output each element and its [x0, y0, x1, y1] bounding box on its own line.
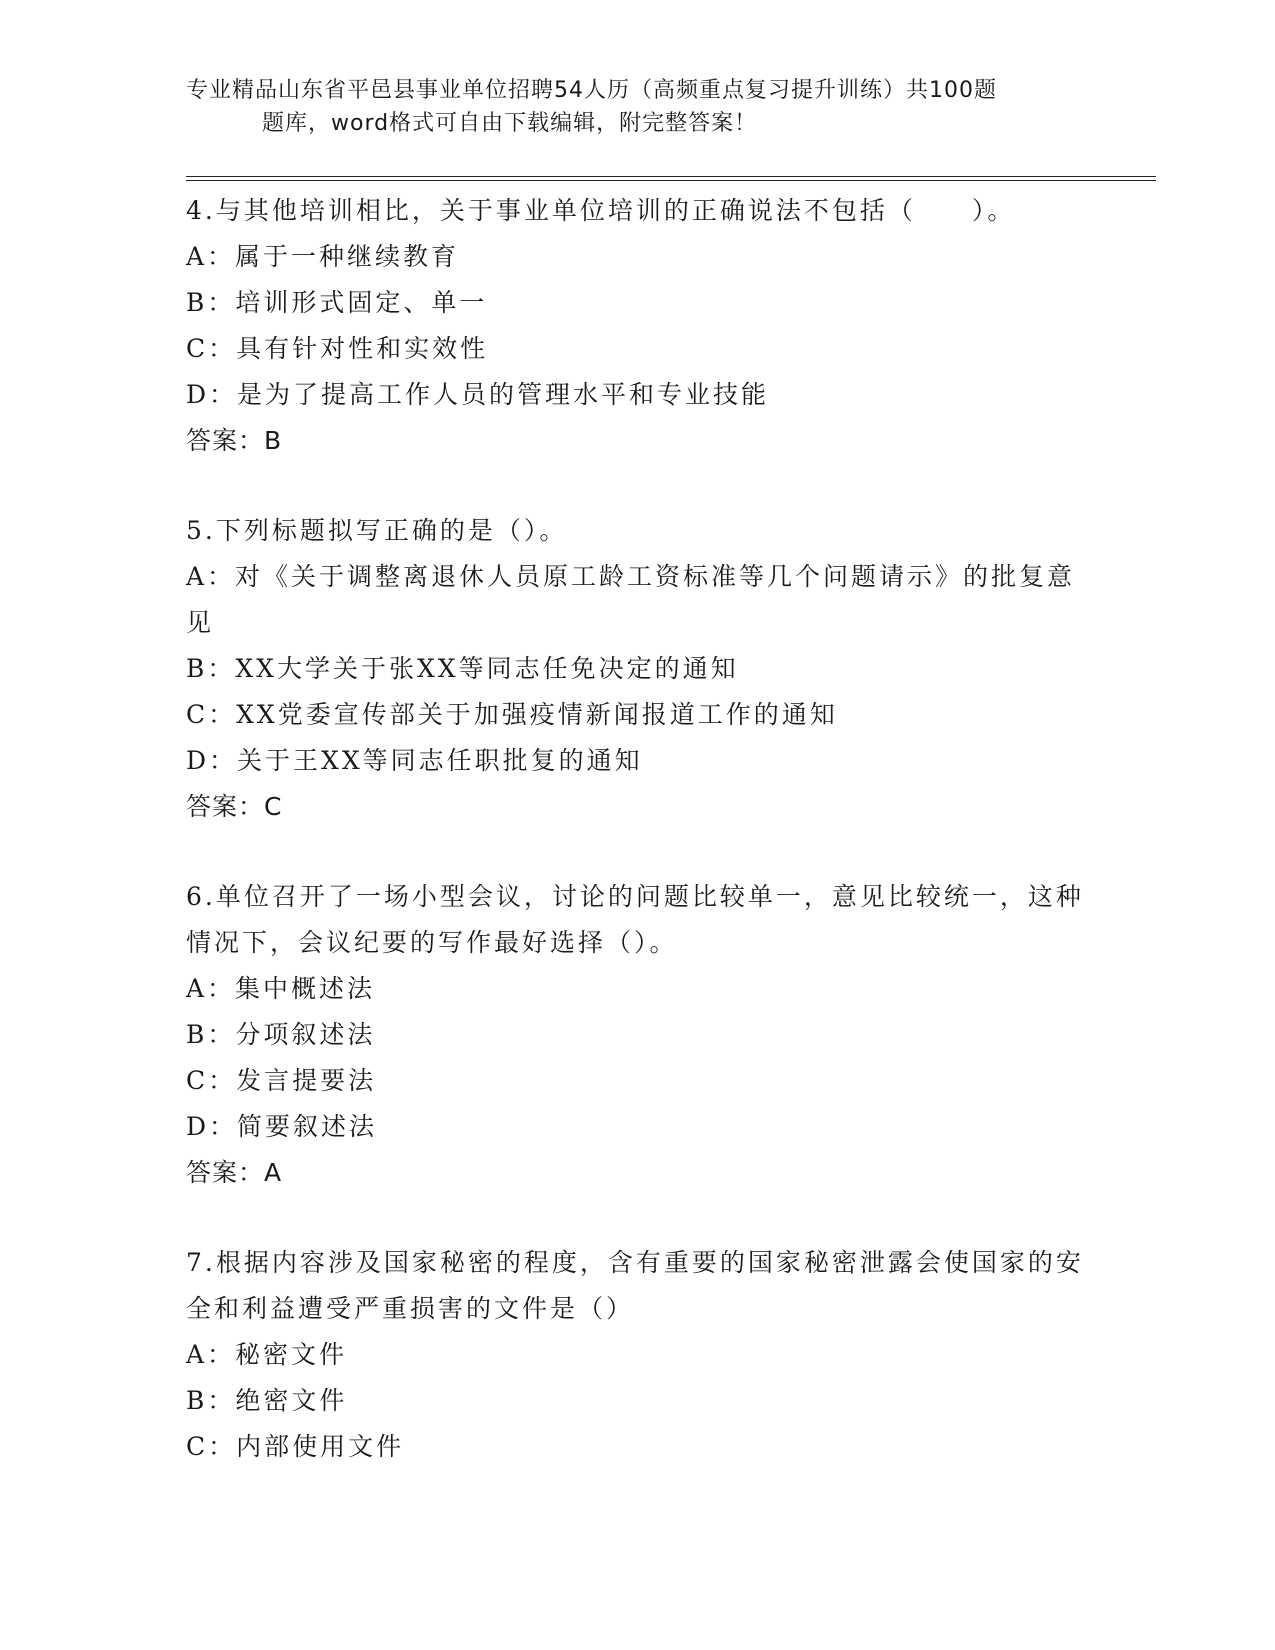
question-6: [186, 874, 1086, 1196]
option-b: B：绝密文件: [186, 1386, 348, 1415]
option-c: C：发言提要法: [186, 1066, 377, 1095]
question-stem: 6.单位召开了一场小型会议，讨论的问题比较单一，意见比较统一，这种情况下，会议纪要的写作最好选择（）。: [186, 882, 1084, 957]
answer-label: 答案：C: [186, 792, 283, 821]
document-header: [186, 74, 1086, 140]
header-divider: [186, 176, 1156, 181]
option-d: D：关于王XX等同志任职批复的通知: [186, 746, 643, 775]
option-a: A：属于一种继续教育: [186, 242, 460, 271]
option-b: B：分项叙述法: [186, 1020, 376, 1049]
option-b: B：XX大学关于张XX等同志任免决定的通知: [186, 654, 739, 683]
option-b: B：培训形式固定、单一: [186, 288, 488, 317]
question-stem: 4.与其他培训相比，关于事业单位培训的正确说法不包括（ ）。: [186, 196, 1016, 225]
header-title-line-2: 题库，word格式可自由下载编辑，附完整答案！: [262, 111, 758, 136]
question-list: [186, 188, 1086, 1514]
answer-label: 答案：A: [186, 1158, 283, 1187]
option-a: A：秘密文件: [186, 1340, 348, 1369]
option-c: C：内部使用文件: [186, 1432, 405, 1461]
option-a: A：对《关于调整离退休人员原工龄工资标准等几个问题请示》的批复意见: [186, 562, 1076, 637]
question-5: [186, 508, 1086, 830]
option-d: D：是为了提高工作人员的管理水平和专业技能: [186, 380, 770, 409]
header-title-line-1: 专业精品山东省平邑县事业单位招聘54人历（高频重点复习提升训练）共100题: [186, 78, 997, 103]
question-stem: 5.下列标题拟写正确的是（）。: [186, 516, 568, 545]
option-c: C：具有针对性和实效性: [186, 334, 489, 363]
option-c: C：XX党委宣传部关于加强疫情新闻报道工作的通知: [186, 700, 838, 729]
option-a: A：集中概述法: [186, 974, 376, 1003]
question-stem: 7.根据内容涉及国家秘密的程度，含有重要的国家秘密泄露会使国家的安全和利益遭受严重损害的文件是（）: [186, 1248, 1084, 1323]
answer-label: 答案：B: [186, 426, 283, 455]
question-7: [186, 1240, 1086, 1470]
question-4: [186, 188, 1086, 464]
option-d: D：简要叙述法: [186, 1112, 378, 1141]
